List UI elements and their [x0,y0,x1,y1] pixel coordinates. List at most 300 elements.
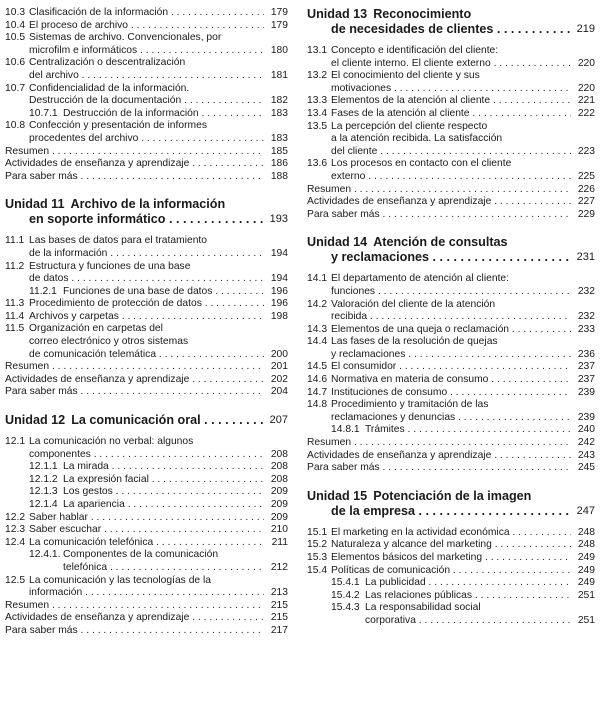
toc-entry-line [307,387,595,400]
page-number: 211 [271,536,288,548]
page-number: 232 [577,311,595,323]
toc-subentry-line [5,286,288,299]
entry-title: correo electrónico y otros sistemas [29,336,189,348]
page-number: 186 [270,158,288,170]
toc-entry-line [307,121,595,134]
page-number: 231 [576,251,595,264]
entry-title: Valoración del cliente de la atención [331,298,496,310]
unit-label: Unidad 13 [307,7,368,21]
entry-number: 13.3 [307,95,328,107]
entry-title: motivaciones . . . [331,83,571,96]
page-number: 239 [577,386,595,398]
toc-entry-line [5,57,288,70]
entry-number: 10.4 [5,19,26,31]
toc-row [307,437,595,450]
entry-title: Centralización o descentralización [29,57,186,69]
toc-entry-line [307,273,595,286]
entry-number: 15.4.1 [331,577,360,589]
toc-row [5,171,288,184]
entry-title: Procedimiento de protección de datos . . . [29,298,264,311]
page-number: 217 [270,624,288,636]
page-number: 251 [577,589,595,601]
entry-number: 14.1 [307,273,328,285]
toc-entry-line [307,299,595,312]
entry-title: La comunicación no verbal: algunos [29,436,194,448]
toc-entry-line [307,527,595,540]
toc-entry-line [307,171,595,184]
page-number: 220 [577,57,595,69]
toc-entry-line [5,298,288,311]
toc-row [307,196,595,209]
entry-number: 14.8 [307,399,328,411]
entry-title: Saber hablar . . . [29,512,264,525]
page-number: 202 [270,373,288,385]
unit-heading-line [307,22,595,37]
page-number: 248 [577,526,595,538]
entry-title: Componentes de la comunicación [63,549,219,561]
toc-row [307,462,595,475]
toc-entry-line [5,311,288,324]
toc-left-column [5,7,288,638]
entry-number: 13.2 [307,70,328,82]
page-number: 215 [270,599,288,611]
toc-entry-line [307,324,595,337]
entry-number: 12.3 [5,524,26,536]
unit-title: en soporte informático . . . [29,212,264,227]
entry-title: procedentes del archivo . . . [29,133,264,146]
toc-subentry-line [5,474,288,487]
toc-entry-line [307,95,595,108]
entry-title: El departamento de atención al cliente: [331,273,510,285]
toc-entry-line [307,374,595,387]
unit-heading-line [307,489,595,504]
entry-title: y reclamaciones . . . [331,349,571,362]
entry-number: 12.4 [5,536,26,548]
toc-entry-line [5,537,288,550]
page-number: 239 [577,411,595,423]
page-number: 185 [270,145,288,157]
toc-entry-line [5,83,288,96]
page-number: 179 [270,19,288,31]
entry-title: Los gestos . . . [63,486,264,499]
page-number: 232 [577,285,595,297]
toc-row [5,625,288,638]
toc-subentry-line [307,424,595,437]
page-number: 209 [270,486,288,498]
entry-title: Actividades de enseñanza y aprendizaje . . . [5,158,264,171]
entry-number: 11.4 [5,310,25,322]
page-number: 237 [577,374,595,386]
entry-title: de la información . . . [29,248,264,261]
page-number: 198 [270,310,288,322]
unit-heading [307,489,595,519]
page-number: 227 [577,196,595,208]
page-number: 243 [577,449,595,461]
unit-title: Archivo de la información [70,197,226,212]
toc-entry-line [5,7,288,20]
entry-title: del archivo . . . [29,70,264,83]
entry-title: del cliente . . . [331,146,571,159]
toc-entry-line [5,95,288,108]
page-number: 200 [270,348,288,360]
unit-heading [307,7,595,37]
entry-number: 10.5 [5,32,26,44]
unit-label: Unidad 15 [307,488,368,503]
entry-title: Estructura y funciones de una base [29,260,191,272]
entry-number: 11.1 [5,235,25,247]
entry-title: Actividades de enseñanza y aprendizaje . . . [5,374,264,387]
entry-number: 13.6 [307,158,328,170]
page-number: 208 [270,461,288,473]
entry-title: Clasificación de la información . . . [29,7,264,20]
entry-title: Sistemas de archivo. Convencionales, por [29,32,222,44]
unit-heading-line [307,250,595,265]
toc-row [5,146,288,159]
entry-number: 15.1 [307,526,328,538]
entry-number: 12.1.4 [29,499,58,510]
page-number: 215 [270,612,288,624]
entry-title: Las relaciones públicas . . . [365,590,571,603]
toc-entry-line [5,349,288,362]
page-number: 207 [269,414,288,427]
toc-entry-line [5,32,288,45]
entry-title: La comunicación telefónica . . . [29,537,264,550]
entry-title: información . . . [29,587,264,600]
toc-entry-line [5,261,288,274]
entry-title: reclamaciones y denuncias . . . [331,412,571,425]
toc-entry-line [5,235,288,248]
entry-title: Las fases de la resolución de quejas [331,336,498,348]
entry-number: 12.1 [5,436,26,448]
entry-title: La percepción del cliente respecto [331,120,488,132]
entry-number: 10.3 [5,7,26,18]
entry-title: Para saber más . . . [5,386,264,399]
entry-number: 10.6 [5,57,26,69]
entry-number: 15.4 [307,564,328,576]
unit-title: Potenciación de la imagen [373,488,532,503]
toc-entry-line [307,349,595,362]
entry-number: 11.5 [5,323,25,335]
entry-title: Saber escuchar . . . [29,524,264,537]
unit-label: Unidad 14 [307,235,368,250]
unit-title: de necesidades de clientes . . . [331,22,571,37]
page-number: 251 [577,614,595,626]
page-number: 229 [577,208,595,220]
toc-entry-line [5,587,288,600]
entry-title: Organización en carpetas del [29,323,163,335]
entry-title: recibida . . . [331,311,571,324]
toc-entry-line [5,336,288,349]
toc-subentry-line [5,461,288,474]
page-number: 182 [270,95,288,107]
entry-number: 10.7.1 [29,107,58,119]
unit-heading-line [5,197,288,212]
page-number: 226 [577,183,595,195]
entry-number: 14.2 [307,298,328,310]
entry-title: La responsabilidad social [365,602,481,614]
page-number: 249 [577,577,595,589]
unit-heading-line [307,504,595,519]
entry-title: Actividades de enseñanza y aprendizaje . . . [307,450,571,463]
toc-entry-line [5,323,288,336]
toc-entry-line [307,83,595,96]
page-number: 213 [270,587,288,599]
entry-title: a la atención recibida. La satisfacción [331,133,503,145]
toc-entry-line [307,58,595,71]
toc-entry-line [307,552,595,565]
page-number: 181 [270,69,288,81]
entry-title: Trámites . . . [365,424,571,437]
toc-row [5,361,288,374]
entry-title: Confección y presentación de informes [29,120,208,132]
entry-title: el cliente interno. El cliente externo . . . [331,58,571,71]
toc-row [307,184,595,197]
toc-entry-line [307,158,595,171]
unit-heading-line [5,413,288,428]
toc-subentry-line [307,602,595,615]
page-number: 188 [270,170,288,182]
entry-title: microfilm e informáticos . . . [29,45,264,58]
page-number: 222 [577,107,595,119]
page-number: 236 [577,348,595,360]
entry-number: 11.2.1 [29,285,57,297]
entry-title: Resumen . . . [307,437,571,450]
unit-label: Unidad 12 [5,413,66,428]
toc-entry-line [307,539,595,552]
toc-entry-line [307,133,595,146]
toc-subentry-line [5,499,288,512]
entry-number: 11.3 [5,298,25,310]
page-number: 183 [270,107,288,119]
page-number: 249 [577,564,595,576]
toc-subentry-line [307,577,595,590]
entry-title: Actividades de enseñanza y aprendizaje . . . [307,196,571,209]
entry-number: 14.5 [307,361,328,373]
entry-title: El proceso de archivo . . . [29,20,264,33]
entry-number: 12.1.1 [29,461,58,473]
unit-title: Atención de consultas [373,235,508,250]
entry-title: Para saber más . . . [5,625,264,638]
page-number: 245 [577,462,595,474]
page-number: 194 [270,247,288,259]
toc-subentry-line [5,108,288,121]
entry-number: 13.5 [307,120,328,132]
unit-heading [5,197,288,227]
entry-title: El marketing en la actividad económica . . . [331,527,571,540]
toc-entry-line [307,146,595,159]
unit-label: Unidad 11 [5,197,65,212]
entry-title: de datos . . . [29,273,264,286]
unit-title: y reclamaciones . . . [331,250,571,265]
page-number: 237 [577,361,595,373]
entry-title: Archivos y carpetas . . . [29,311,264,324]
toc-row [5,600,288,613]
entry-number: 11.2 [5,260,25,272]
toc-entry-line [307,361,595,374]
toc-row [5,374,288,387]
toc-subentry-line [5,486,288,499]
entry-title: Para saber más . . . [5,171,264,184]
entry-title: Para saber más . . . [307,209,571,222]
toc-subentry-line [5,549,288,562]
toc-subentry-line [307,590,595,603]
page-number: 201 [270,361,288,373]
entry-title: Resumen . . . [5,600,264,613]
toc-entry-line [307,565,595,578]
page-number: 194 [270,273,288,285]
entry-number: 15.3 [307,552,328,563]
page-number: 210 [270,524,288,536]
toc-entry-line [307,311,595,324]
entry-number: 14.8.1 [331,424,360,436]
entry-title: Elementos de la atención al cliente . . . [331,95,571,108]
entry-title: Elementos de una queja o reclamación . . . [331,324,571,337]
page-number: 180 [270,44,288,56]
unit-title: Reconocimiento [373,7,472,21]
entry-number: 15.4.2 [331,589,360,601]
entry-title: Las bases de datos para el tratamiento [29,235,208,247]
unit-title: La comunicación oral . . . [71,413,264,428]
entry-title: Normativa en materia de consumo . . . [331,374,571,387]
entry-number: 15.4.3 [331,602,360,614]
page-number: 220 [577,82,595,94]
toc-entry-line [307,70,595,83]
page-number: 208 [270,473,288,485]
toc-subentry-line [5,562,288,575]
page-number: 249 [577,552,595,563]
entry-title: Resumen . . . [5,361,264,374]
toc-entry-line [5,45,288,58]
toc-entry-line [307,336,595,349]
page-number: 208 [270,448,288,460]
entry-title: La comunicación y las tecnologías de la [29,574,212,586]
toc-entry-line [307,286,595,299]
entry-title: Resumen . . . [307,184,571,197]
page-number: 193 [269,213,288,226]
page-number: 225 [577,170,595,182]
entry-number: 13.1 [307,45,328,56]
entry-title: Confidencialidad de la información. [29,82,190,94]
entry-title: Fases de la atención al cliente . . . [331,108,571,121]
unit-heading-line [5,212,288,227]
unit-heading-line [307,7,595,22]
toc-entry-line [5,20,288,33]
unit-heading [307,235,595,265]
toc-entry-line [307,108,595,121]
entry-number: 12.4.1. [29,549,61,561]
toc-entry-line [307,399,595,412]
entry-title: Naturaleza y alcance del marketing . . . [331,539,571,552]
page-number: 209 [270,511,288,523]
entry-title: externo . . . [331,171,571,184]
entry-title: La publicidad . . . [365,577,571,590]
entry-number: 12.1.3 [29,486,58,498]
toc-entry-line [5,449,288,462]
toc-entry-line [5,70,288,83]
page-number: 242 [577,437,595,449]
toc-entry-line [307,412,595,425]
toc-entry-line [5,133,288,146]
entry-number: 10.7 [5,82,26,94]
toc-entry-line [5,524,288,537]
entry-title: corporativa . . . [365,615,571,628]
toc-entry-line [5,248,288,261]
entry-title: Actividades de enseñanza y aprendizaje . . . [5,612,264,625]
page-number: 247 [576,504,595,517]
unit-title: de la empresa . . . [331,504,571,519]
toc-entry-line [5,273,288,286]
page-number: 212 [270,561,288,573]
toc-row [5,386,288,399]
page-number: 196 [270,285,288,297]
page-number: 204 [270,386,288,398]
toc-entry-line [5,575,288,588]
toc-entry-line [307,45,595,58]
toc-entry-line [5,512,288,525]
toc-subentry-line [307,615,595,628]
entry-title: El consumidor . . . [331,361,571,374]
entry-title: Los procesos en contacto con el cliente [331,158,512,170]
entry-title: Instituciones de consumo . . . [331,387,571,400]
toc-row [5,158,288,171]
entry-number: 12.2 [5,511,26,523]
entry-title: telefónica . . . [63,562,264,575]
page-number: 248 [577,539,595,551]
toc-row [307,450,595,463]
entry-number: 13.4 [307,107,328,119]
entry-number: 14.4 [307,336,328,348]
page-number: 221 [577,95,595,107]
entry-number: 14.6 [307,374,328,386]
toc-entry-line [5,120,288,133]
entry-title: Resumen . . . [5,146,264,159]
entry-title: funciones . . . [331,286,571,299]
unit-heading [5,413,288,428]
entry-title: Políticas de comunicación . . . [331,565,571,578]
entry-title: de comunicación telemática . . . [29,349,264,362]
entry-title: componentes . . . [29,449,264,462]
entry-title: Destrucción de la documentación . . . [29,95,264,108]
page-number: 183 [270,132,288,144]
entry-title: Para saber más . . . [307,462,571,475]
entry-number: 15.2 [307,539,328,551]
toc-right-column [307,7,595,628]
entry-title: Elementos básicos del marketing . . . [331,552,571,565]
entry-title: El conocimiento del cliente y sus [331,70,480,82]
entry-title: La expresión facial . . . [63,474,264,487]
page-number: 223 [577,145,595,157]
page-number: 179 [270,7,288,18]
page-number: 233 [577,323,595,335]
page-number: 240 [577,424,595,436]
entry-title: La mirada . . . [63,461,264,474]
entry-title: Funciones de una base de datos . . . [63,286,264,299]
toc-row [307,209,595,222]
toc-row [5,612,288,625]
page-number: 209 [270,499,288,510]
entry-title: Procedimiento y tramitación de las [331,399,489,411]
entry-number: 10.8 [5,120,26,132]
entry-title: La apariencia . . . [63,499,264,512]
entry-number: 12.5 [5,574,26,586]
entry-title: Destrucción de la información . . . [63,108,264,121]
page-number: 196 [270,298,288,310]
entry-title: Concepto e identificación del cliente: [331,45,499,56]
toc-entry-line [5,436,288,449]
entry-number: 14.3 [307,323,328,335]
page-number: 219 [576,23,595,35]
entry-number: 14.7 [307,386,328,398]
